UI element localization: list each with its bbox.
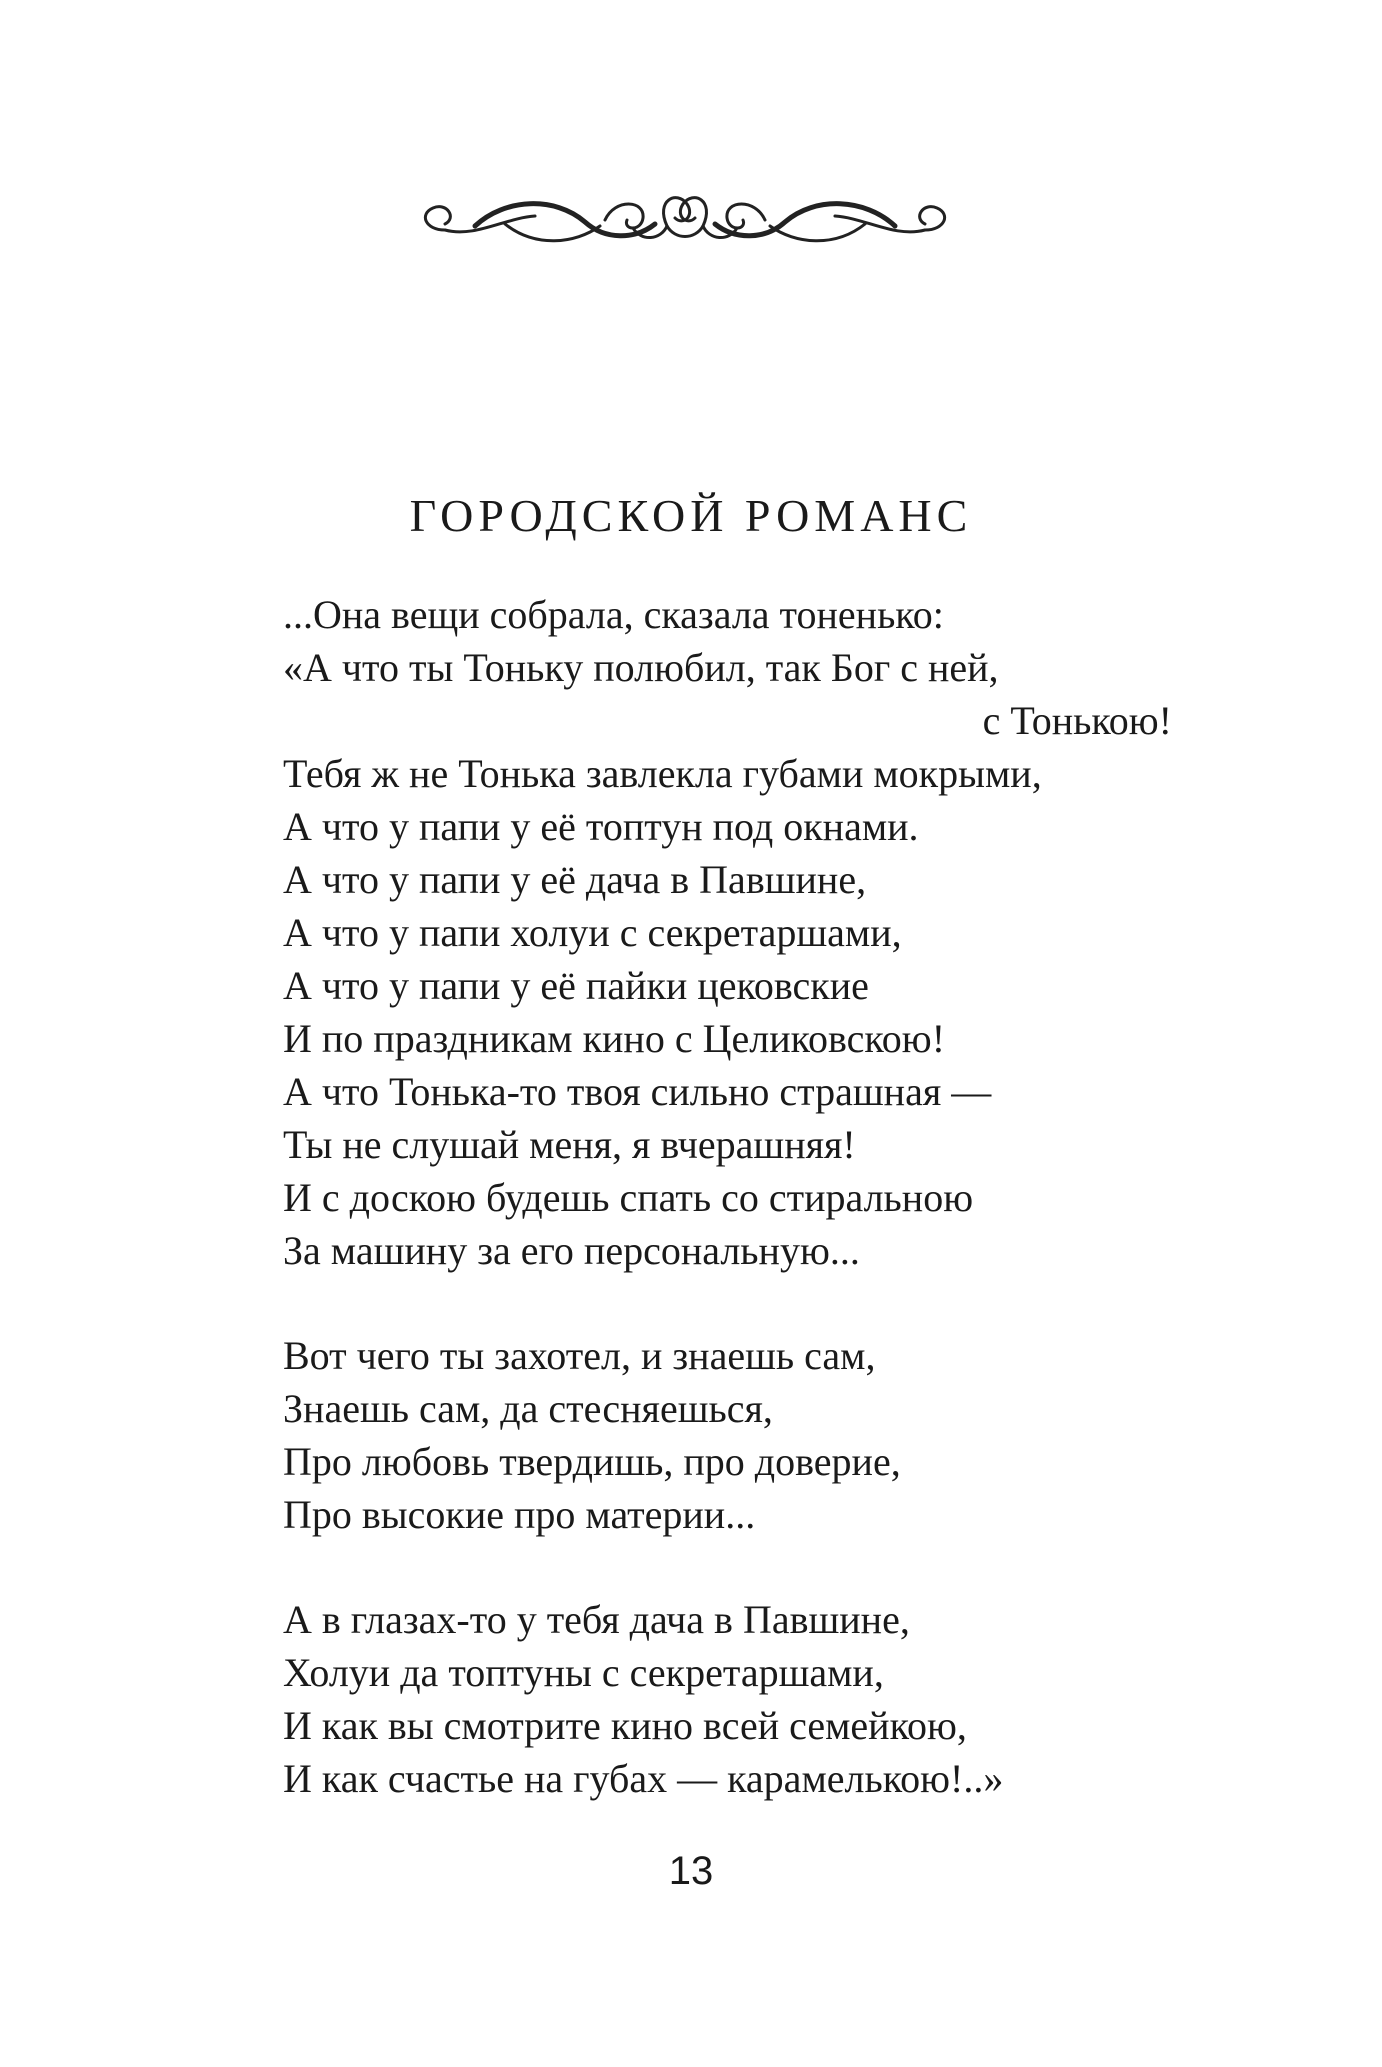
page-number: 13 xyxy=(668,1849,714,1893)
poem-line: И с доскою будешь спать со стиральною xyxy=(283,1175,974,1220)
poem-title: ГОРОДСКОЙ РОМАНС xyxy=(409,490,973,541)
poem-line: А что у папи у её топтун под окнами. xyxy=(283,804,919,849)
stanza xyxy=(283,1329,1183,1541)
poem-line: Знаешь сам, да стесняешься, xyxy=(283,1386,773,1431)
poem-line: Ты не слушай меня, я вчерашняя! xyxy=(283,1122,856,1167)
poem-line: А что у папи у её дача в Павшине, xyxy=(283,857,867,902)
poem-line: ...Она вещи собрала, сказала тоненько: xyxy=(283,592,944,637)
stanza xyxy=(283,1593,1183,1805)
poem-body xyxy=(283,588,1183,1857)
poem-line: А что у папи холуи с секретаршами, xyxy=(283,910,902,955)
poem-line: «А что ты Тоньку полюбил, так Бог с ней, xyxy=(283,645,999,690)
poem-line: Про высокие про материи... xyxy=(283,1492,756,1537)
poem-line: Вот чего ты захотел, и знаешь сам, xyxy=(283,1333,876,1378)
poem-line: Про любовь твердишь, про доверие, xyxy=(283,1439,901,1484)
poem-line: И как счастье на губах — карамелькою!..» xyxy=(283,1756,1004,1801)
stanza xyxy=(283,588,1183,1277)
poem-line: А что Тонька-то твоя сильно страшная — xyxy=(283,1069,992,1114)
poem-line: А в глазах-то у тебя дача в Павшине, xyxy=(283,1597,910,1642)
poem-line: И как вы смотрите кино всей семейкою, xyxy=(283,1703,967,1748)
poem-line: Холуи да топтуны с секретаршами, xyxy=(283,1650,884,1695)
poem-line: За машину за его персональную... xyxy=(283,1228,860,1273)
scroll-flourish-icon xyxy=(405,178,965,268)
poem-line: А что у папи у её пайки цековские xyxy=(283,963,869,1008)
poem-line: Тебя ж не Тонька завлекла губами мокрыми, xyxy=(283,751,1042,796)
poem-line: И по праздникам кино с Целиковскою! xyxy=(283,1016,946,1061)
poem-line-continuation: с Тонькою! xyxy=(982,698,1172,743)
